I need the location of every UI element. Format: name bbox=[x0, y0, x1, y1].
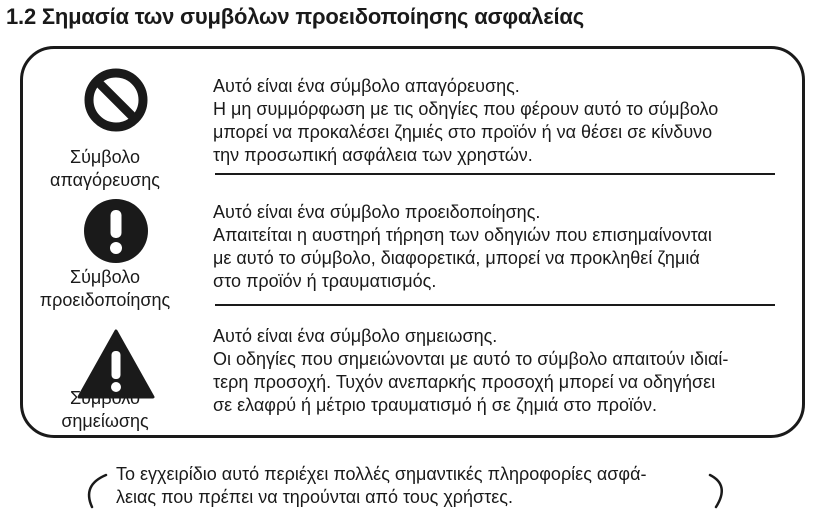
row-divider bbox=[215, 304, 775, 306]
symbol-label-warning: Σύμβολο προειδοποίησης bbox=[39, 267, 171, 310]
symbol-label-caution: Σύμβολο σημείωσης bbox=[61, 388, 149, 431]
prohibition-icon bbox=[83, 67, 149, 133]
symbol-description-warning: Αυτό είναι ένα σύμβολο προειδοποίησης. Απαιτείται η αυστηρή τήρηση των οδηγιών που επισημαίνονται με αυτό το σύμβολο, διαφορετικά, μπορεί να προκληθεί ζημιά στο προϊόν ή τραυματισμός. bbox=[213, 202, 712, 291]
symbol-label-prohibition: Σύμβολο απαγόρευσης bbox=[50, 147, 160, 190]
section-title: 1.2 Σημασία των συμβόλων προειδοποίησης ασφαλείας bbox=[6, 4, 585, 29]
right-bracket-icon bbox=[706, 461, 736, 511]
symbol-description-prohibition: Αυτό είναι ένα σύμβολο απαγόρευσης. Η μη συμμόρφωση με τις οδηγίες που φέρουν αυτό το σύμβολο μπορεί να προκαλέσει ζημιές στο προϊόν ή να θέσει σε κίνδυνο την προσωπική ασφάλεια των χρηστών. bbox=[213, 76, 719, 165]
left-bracket-icon bbox=[78, 461, 108, 511]
safety-symbols-panel bbox=[20, 46, 805, 438]
safety-note bbox=[78, 461, 738, 511]
safety-note-text: Το εγχειρίδιο αυτό περιέχει πολλές σημαντικές πληροφορίες ασφά- λειας που πρέπει να τηρούνται από τους χρήστες. bbox=[116, 464, 647, 507]
symbol-description-caution: Αυτό είναι ένα σύμβολο σημειωσης. Οι οδηγίες που σημειώνονται με αυτό το σύμβολο απαιτούν ιδιαί- τερη προσοχή. Τυχόν ανεπαρκής προσοχή μπορεί να οδηγήσει σε ελαφρύ ή μέτριο τραυματισμό ή σε ζημιά στο προϊόν. bbox=[213, 326, 729, 415]
warning-icon bbox=[83, 198, 149, 264]
row-divider bbox=[215, 173, 775, 175]
